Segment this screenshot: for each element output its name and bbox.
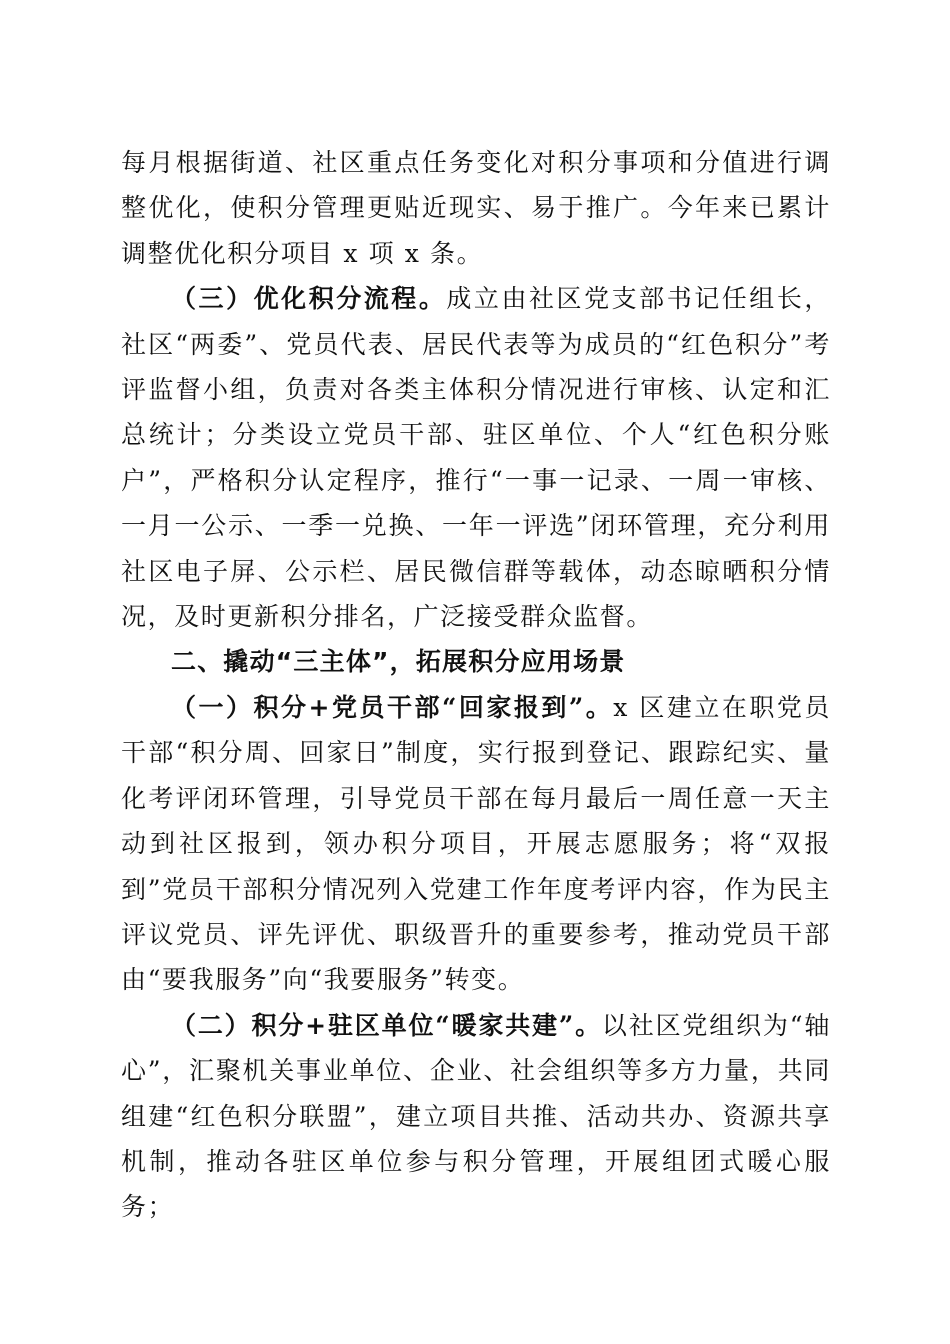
- paragraph-text: 以社区党组织为“轴心”，汇聚机关事业单位、企业、社会组织等多方力量，共同组建“红色积分联盟”，建立项目共推、活动共办、资源共享机制，推动各驻区单位参与积分管理，开展组团式暖心服务；: [121, 1010, 831, 1222]
- paragraph-lead: （三）优化积分流程。: [171, 284, 447, 314]
- section-heading-text: 二、撬动“三主体”，拓展积分应用场景: [171, 647, 626, 677]
- paragraph-continuation: [121, 140, 831, 276]
- paragraph-lead: （二）积分+驻区单位“暖家共建”。: [171, 1010, 602, 1040]
- paragraph-text: 每月根据街道、社区重点任务变化对积分事项和分值进行调整优化，使积分管理更贴近现实、易于推广。今年来已累计调整优化积分项目 x 项 x 条。: [121, 148, 831, 268]
- paragraph-optimize-process: [121, 276, 831, 639]
- paragraph-party-cadres: [121, 685, 831, 1003]
- document-body: [121, 140, 831, 1230]
- paragraph-text: x 区建立在职党员干部“积分周、回家日”制度，实行报到登记、跟踪纪实、量化考评闭环管理，引导党员干部在每月最后一周任意一天主动到社区报到，领办积分项目，开展志愿服务；将“双报到”党员干部积分情况列入党建工作年度考评内容，作为民主评议党员、评先评优、职级晋升的重要参考，推动党员干部由“要我服务”向“我要服务”转变。: [121, 692, 831, 995]
- section-heading: [121, 639, 831, 684]
- paragraph-lead: （一）积分+党员干部“回家报到”。: [171, 692, 614, 722]
- paragraph-resident-units: [121, 1003, 831, 1230]
- paragraph-text: 成立由社区党支部书记任组长，社区“两委”、党员代表、居民代表等为成员的“红色积分”考评监督小组，负责对各类主体积分情况进行审核、认定和汇总统计；分类设立党员干部、驻区单位、个人“红色积分账户”，严格积分认定程序，推行“一事一记录、一周一审核、一月一公示、一季一兑换、一年一评选”闭环管理，充分利用社区电子屏、公示栏、居民微信群等载体，动态晾晒积分情况，及时更新积分排名，广泛接受群众监督。: [121, 284, 831, 632]
